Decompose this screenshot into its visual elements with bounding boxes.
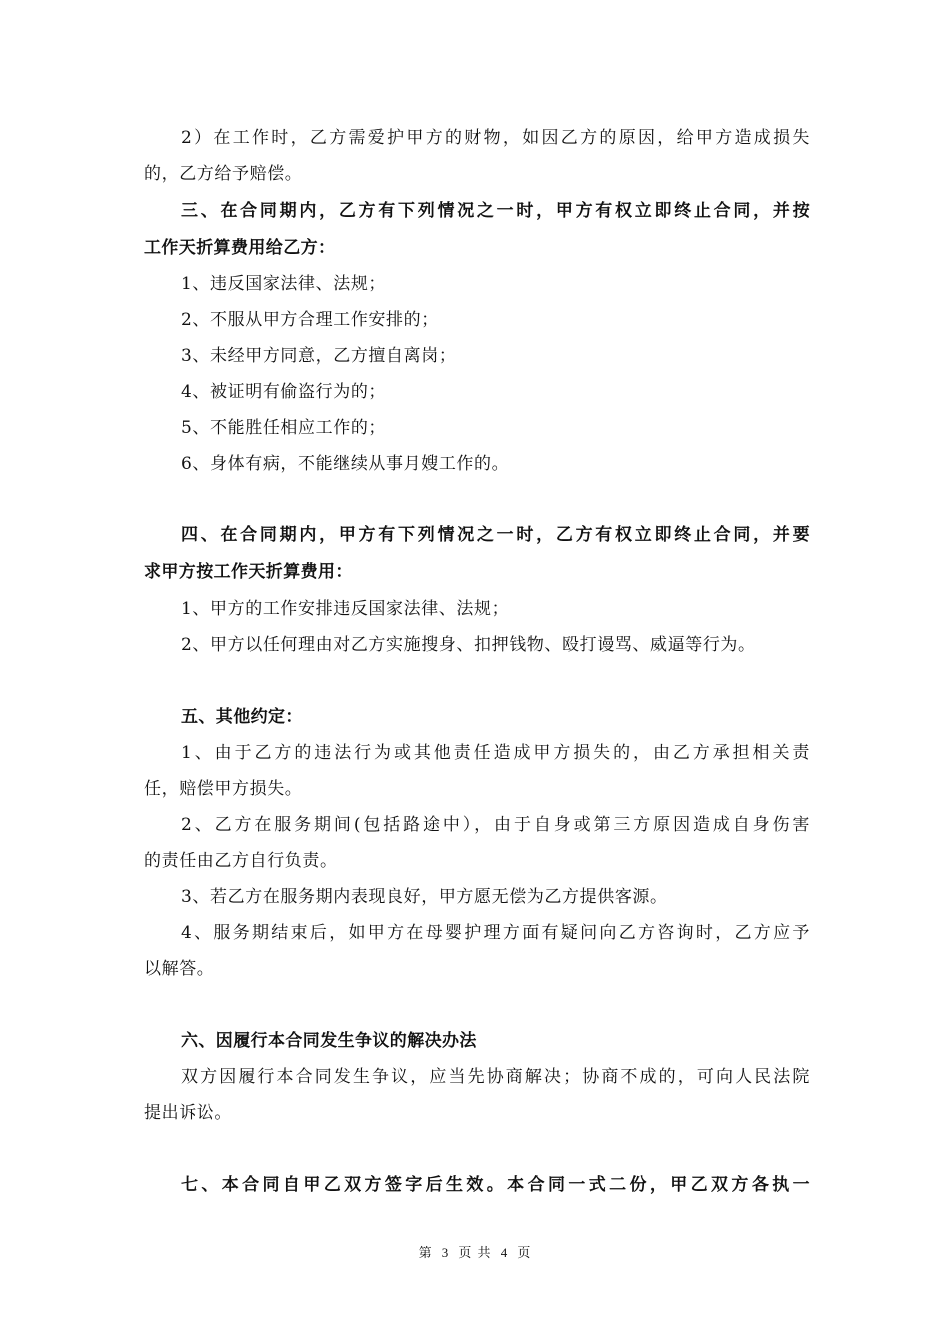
list-item: 2、甲方以任何理由对乙方实施搜身、扣押钱物、殴打谩骂、威逼等行为。 <box>181 635 756 655</box>
section-heading-6: 六、因履行本合同发生争议的解决办法 <box>181 1031 477 1051</box>
list-item: 5、不能胜任相应工作的； <box>181 418 387 438</box>
page-footer <box>0 1244 950 1263</box>
section-heading-3-cont: 工作天折算费用给乙方： <box>144 238 336 258</box>
section-heading-4: 四、在合同期内，甲方有下列情况之一时，乙方有权立即终止合同，并要 <box>181 525 810 545</box>
paragraph-line: 的，乙方给予赔偿。 <box>144 164 303 184</box>
paragraph-line: 任，赔偿甲方损失。 <box>144 779 303 799</box>
paragraph-line: 的责任由乙方自行负责。 <box>144 851 338 871</box>
list-item: 2、不服从甲方合理工作安排的； <box>181 310 439 330</box>
section-heading-5: 五、其他约定： <box>181 707 303 727</box>
paragraph-line: 2）在工作时，乙方需爱护甲方的财物，如因乙方的原因，给甲方造成损失 <box>181 128 810 148</box>
list-item: 1、甲方的工作安排违反国家法律、法规； <box>181 599 510 619</box>
paragraph-line: 2、乙方在服务期间(包括路途中），由于自身或第三方原因造成自身伤害 <box>181 815 810 835</box>
list-item: 6、身体有病，不能继续从事月嫂工作的。 <box>181 454 510 474</box>
section-heading-7: 七、本合同自甲乙双方签字后生效。本合同一式二份，甲乙双方各执一 <box>181 1175 810 1195</box>
paragraph-line: 3、若乙方在服务期内表现良好，甲方愿无偿为乙方提供客源。 <box>181 887 668 907</box>
list-item: 1、违反国家法律、法规； <box>181 274 387 294</box>
section-heading-3: 三、在合同期内，乙方有下列情况之一时，甲方有权立即终止合同，并按 <box>181 201 810 221</box>
section-heading-4-cont: 求甲方按工作天折算费用： <box>144 562 353 582</box>
paragraph-line: 提出诉讼。 <box>144 1103 232 1123</box>
footer-middle: 页 共 <box>458 1246 492 1261</box>
paragraph-line: 4、服务期结束后，如甲方在母婴护理方面有疑问向乙方咨询时，乙方应予 <box>181 923 810 943</box>
footer-suffix: 页 <box>517 1246 532 1261</box>
footer-prefix: 第 <box>418 1246 433 1261</box>
total-page-number: 4 <box>500 1245 509 1260</box>
paragraph-line: 1、由于乙方的违法行为或其他责任造成甲方损失的，由乙方承担相关责 <box>181 743 810 763</box>
current-page-number: 3 <box>441 1245 450 1260</box>
paragraph-line: 双方因履行本合同发生争议，应当先协商解决；协商不成的，可向人民法院 <box>181 1067 810 1087</box>
paragraph-line: 以解答。 <box>144 959 215 979</box>
list-item: 3、未经甲方同意，乙方擅自离岗； <box>181 346 457 366</box>
list-item: 4、被证明有偷盗行为的； <box>181 382 387 402</box>
